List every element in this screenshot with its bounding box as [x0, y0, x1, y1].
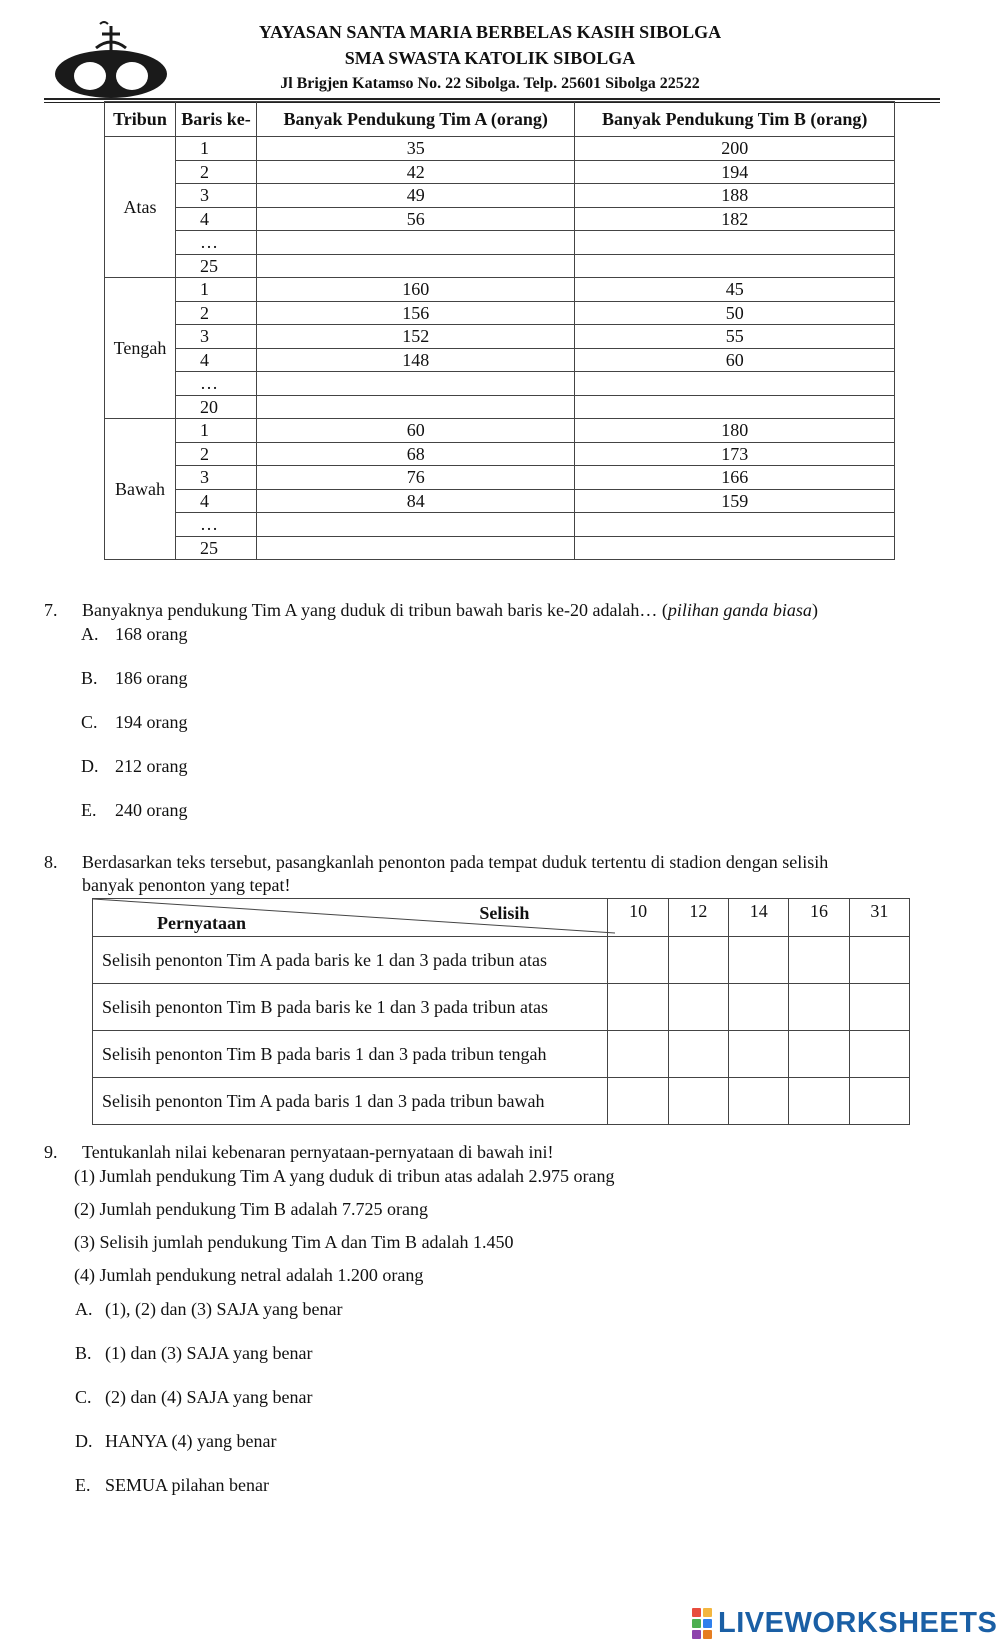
q9-statement: (2) Jumlah pendukung Tim B adalah 7.725 orang: [74, 1199, 428, 1219]
selisih-col-16: 16: [789, 899, 849, 937]
row-number: 2: [176, 442, 257, 466]
team-a-value: 148: [257, 348, 575, 372]
q7-option-d[interactable]: [81, 756, 187, 777]
team-a-value: [257, 254, 575, 278]
logo-tile: [692, 1630, 701, 1639]
question-8-text-line2: banyak penonton yang tepat!: [82, 875, 291, 895]
team-b-value: 159: [575, 489, 895, 513]
tribun-label: Atas: [105, 137, 176, 278]
header-pernyataan: Pernyataan: [157, 913, 246, 933]
logo-tile: [692, 1619, 701, 1628]
table-row: [105, 254, 895, 278]
table-header-row: [105, 102, 895, 137]
row-number: …: [176, 513, 257, 537]
team-a-value: 152: [257, 325, 575, 349]
col-header-tim-a: Banyak Pendukung Tim A (orang): [257, 102, 575, 137]
option-text: 186 orang: [115, 668, 188, 688]
table-row: [105, 513, 895, 537]
table-row: [105, 489, 895, 513]
logo-tile: [703, 1630, 712, 1639]
match-cell[interactable]: [668, 984, 728, 1031]
question-8-number: 8.: [44, 852, 58, 872]
match-cell[interactable]: [608, 937, 668, 984]
logo-tile: [703, 1619, 712, 1628]
row-number: 2: [176, 301, 257, 325]
supporters-table: [104, 101, 895, 560]
selisih-col-14: 14: [729, 899, 789, 937]
selisih-col-10: 10: [608, 899, 668, 937]
liveworksheets-logo-icon: [692, 1608, 712, 1639]
match-cell[interactable]: [789, 1031, 849, 1078]
option-letter: D.: [81, 756, 99, 776]
match-cell[interactable]: [849, 1031, 909, 1078]
q7-option-b[interactable]: [81, 668, 187, 689]
question-9-text: Tentukanlah nilai kebenaran pernyataan-pernyataan di bawah ini!: [82, 1142, 554, 1162]
question-8-text-line1: Berdasarkan teks tersebut, pasangkanlah penonton pada tempat duduk tertentu di stadion dengan selisih: [82, 852, 829, 872]
match-cell[interactable]: [789, 937, 849, 984]
team-a-value: [257, 513, 575, 537]
q9-option-d[interactable]: [75, 1431, 276, 1452]
question-7-text: Banyaknya pendukung Tim A yang duduk di tribun bawah baris ke-20 adalah… (pilihan ganda biasa): [82, 600, 818, 620]
matching-header-row: [93, 899, 910, 937]
team-a-value: 76: [257, 466, 575, 490]
option-letter: E.: [75, 1475, 91, 1495]
team-b-value: 194: [575, 160, 895, 184]
question-9-number: 9.: [44, 1142, 58, 1162]
table-row: [105, 207, 895, 231]
matching-row: [93, 1078, 910, 1125]
team-b-value: 188: [575, 184, 895, 208]
team-b-value: 173: [575, 442, 895, 466]
school-name: SMA SWASTA KATOLIK SIBOLGA: [344, 48, 636, 68]
selisih-col-31: 31: [849, 899, 909, 937]
option-text: 212 orang: [115, 756, 188, 776]
option-text: 240 orang: [115, 800, 188, 820]
match-cell[interactable]: [789, 984, 849, 1031]
row-number: 4: [176, 207, 257, 231]
statement-cell: Selisih penonton Tim A pada baris ke 1 dan 3 pada tribun atas: [93, 937, 608, 984]
col-header-tim-b: Banyak Pendukung Tim B (orang): [575, 102, 895, 137]
row-number: 1: [176, 278, 257, 302]
row-number: 1: [176, 137, 257, 161]
team-b-value: 166: [575, 466, 895, 490]
table-row: [105, 160, 895, 184]
match-cell[interactable]: [729, 937, 789, 984]
q9-statement: (3) Selisih jumlah pendukung Tim A dan Tim B adalah 1.450: [74, 1232, 514, 1252]
team-a-value: 49: [257, 184, 575, 208]
option-letter: B.: [81, 668, 98, 688]
tribun-label: Tengah: [105, 278, 176, 419]
matching-row: [93, 937, 910, 984]
row-number: 3: [176, 466, 257, 490]
question-7-number: 7.: [44, 600, 58, 620]
table-row: [105, 348, 895, 372]
q9-option-e[interactable]: [75, 1475, 269, 1496]
team-b-value: 60: [575, 348, 895, 372]
team-a-value: 68: [257, 442, 575, 466]
option-letter: C.: [75, 1387, 92, 1407]
option-letter: B.: [75, 1343, 92, 1363]
statement-cell: Selisih penonton Tim B pada baris 1 dan 3 pada tribun tengah: [93, 1031, 608, 1078]
brand-text: LIVEWORKSHEETS: [718, 1606, 998, 1639]
match-cell[interactable]: [849, 937, 909, 984]
col-header-baris: Baris ke-: [176, 102, 257, 137]
q9-statement: (1) Jumlah pendukung Tim A yang duduk di tribun atas adalah 2.975 orang: [74, 1166, 615, 1186]
row-number: 25: [176, 536, 257, 560]
q7-option-e[interactable]: [81, 800, 187, 821]
table-row: [105, 325, 895, 349]
match-cell[interactable]: [849, 1078, 909, 1125]
match-cell[interactable]: [849, 984, 909, 1031]
row-number: 2: [176, 160, 257, 184]
q7-option-c[interactable]: [81, 712, 187, 733]
table-row: [105, 536, 895, 560]
table-row: [105, 184, 895, 208]
row-number: 20: [176, 395, 257, 419]
row-number: …: [176, 372, 257, 396]
table-row: [105, 442, 895, 466]
table-row: [105, 466, 895, 490]
match-cell[interactable]: [729, 1031, 789, 1078]
match-cell[interactable]: [608, 1078, 668, 1125]
team-b-value: 182: [575, 207, 895, 231]
table-row: [105, 231, 895, 255]
liveworksheets-brand[interactable]: [692, 1606, 997, 1640]
tribun-label: Bawah: [105, 419, 176, 560]
option-letter: E.: [81, 800, 97, 820]
header-rule: [44, 98, 940, 100]
table-row: [105, 278, 895, 302]
team-a-value: 84: [257, 489, 575, 513]
team-a-value: 35: [257, 137, 575, 161]
option-text: SEMUA pilahan benar: [105, 1475, 269, 1495]
team-a-value: [257, 536, 575, 560]
logo-tile: [703, 1608, 712, 1617]
foundation-name: YAYASAN SANTA MARIA BERBELAS KASIH SIBOLGA: [258, 22, 722, 42]
team-a-value: 156: [257, 301, 575, 325]
team-b-value: [575, 254, 895, 278]
team-b-value: 50: [575, 301, 895, 325]
matching-table: [92, 898, 910, 1125]
match-cell[interactable]: [608, 1031, 668, 1078]
team-a-value: 160: [257, 278, 575, 302]
q9-option-b[interactable]: [75, 1343, 312, 1364]
team-a-value: [257, 231, 575, 255]
option-letter: C.: [81, 712, 98, 732]
team-a-value: 60: [257, 419, 575, 443]
logo-tile: [692, 1608, 701, 1617]
matching-header-cell: [93, 899, 608, 937]
match-cell[interactable]: [668, 1031, 728, 1078]
option-text: 194 orang: [115, 712, 188, 732]
team-a-value: [257, 395, 575, 419]
matching-row: [93, 984, 910, 1031]
table-row: [105, 419, 895, 443]
team-b-value: 180: [575, 419, 895, 443]
school-address: Jl Brigjen Katamso No. 22 Sibolga. Telp. 25601 Sibolga 22522: [280, 75, 700, 92]
team-b-value: [575, 513, 895, 537]
q9-option-c[interactable]: [75, 1387, 312, 1408]
row-number: …: [176, 231, 257, 255]
row-number: 25: [176, 254, 257, 278]
row-number: 4: [176, 489, 257, 513]
row-number: 1: [176, 419, 257, 443]
team-a-value: [257, 372, 575, 396]
option-letter: A.: [75, 1299, 93, 1319]
q9-statement: (4) Jumlah pendukung netral adalah 1.200 orang: [74, 1265, 424, 1285]
team-a-value: 42: [257, 160, 575, 184]
table-row: [105, 301, 895, 325]
row-number: 3: [176, 325, 257, 349]
option-text: 168 orang: [115, 624, 188, 644]
row-number: 4: [176, 348, 257, 372]
option-letter: D.: [75, 1431, 93, 1451]
col-header-tribun: Tribun: [105, 102, 176, 137]
selisih-col-12: 12: [668, 899, 728, 937]
matching-row: [93, 1031, 910, 1078]
team-b-value: [575, 231, 895, 255]
match-cell[interactable]: [668, 1078, 728, 1125]
row-number: 3: [176, 184, 257, 208]
q7-option-a[interactable]: [81, 624, 187, 645]
statement-cell: Selisih penonton Tim B pada baris ke 1 dan 3 pada tribun atas: [93, 984, 608, 1031]
header-selisih: Selisih: [479, 903, 530, 923]
option-text: HANYA (4) yang benar: [105, 1431, 277, 1451]
match-cell[interactable]: [729, 984, 789, 1031]
match-cell[interactable]: [668, 937, 728, 984]
match-cell[interactable]: [789, 1078, 849, 1125]
option-letter: A.: [81, 624, 99, 644]
table-row: [105, 395, 895, 419]
option-text: (2) dan (4) SAJA yang benar: [105, 1387, 313, 1407]
statement-cell: Selisih penonton Tim A pada baris 1 dan 3 pada tribun bawah: [93, 1078, 608, 1125]
team-b-value: [575, 536, 895, 560]
table-row: [105, 372, 895, 396]
team-b-value: [575, 372, 895, 396]
letterhead: [0, 0, 1000, 108]
team-b-value: 55: [575, 325, 895, 349]
team-b-value: [575, 395, 895, 419]
match-cell[interactable]: [729, 1078, 789, 1125]
team-b-value: 200: [575, 137, 895, 161]
match-cell[interactable]: [608, 984, 668, 1031]
q9-option-a[interactable]: [75, 1299, 342, 1320]
team-a-value: 56: [257, 207, 575, 231]
option-text: (1) dan (3) SAJA yang benar: [105, 1343, 313, 1363]
table-row: [105, 137, 895, 161]
team-b-value: 45: [575, 278, 895, 302]
option-text: (1), (2) dan (3) SAJA yang benar: [105, 1299, 343, 1319]
